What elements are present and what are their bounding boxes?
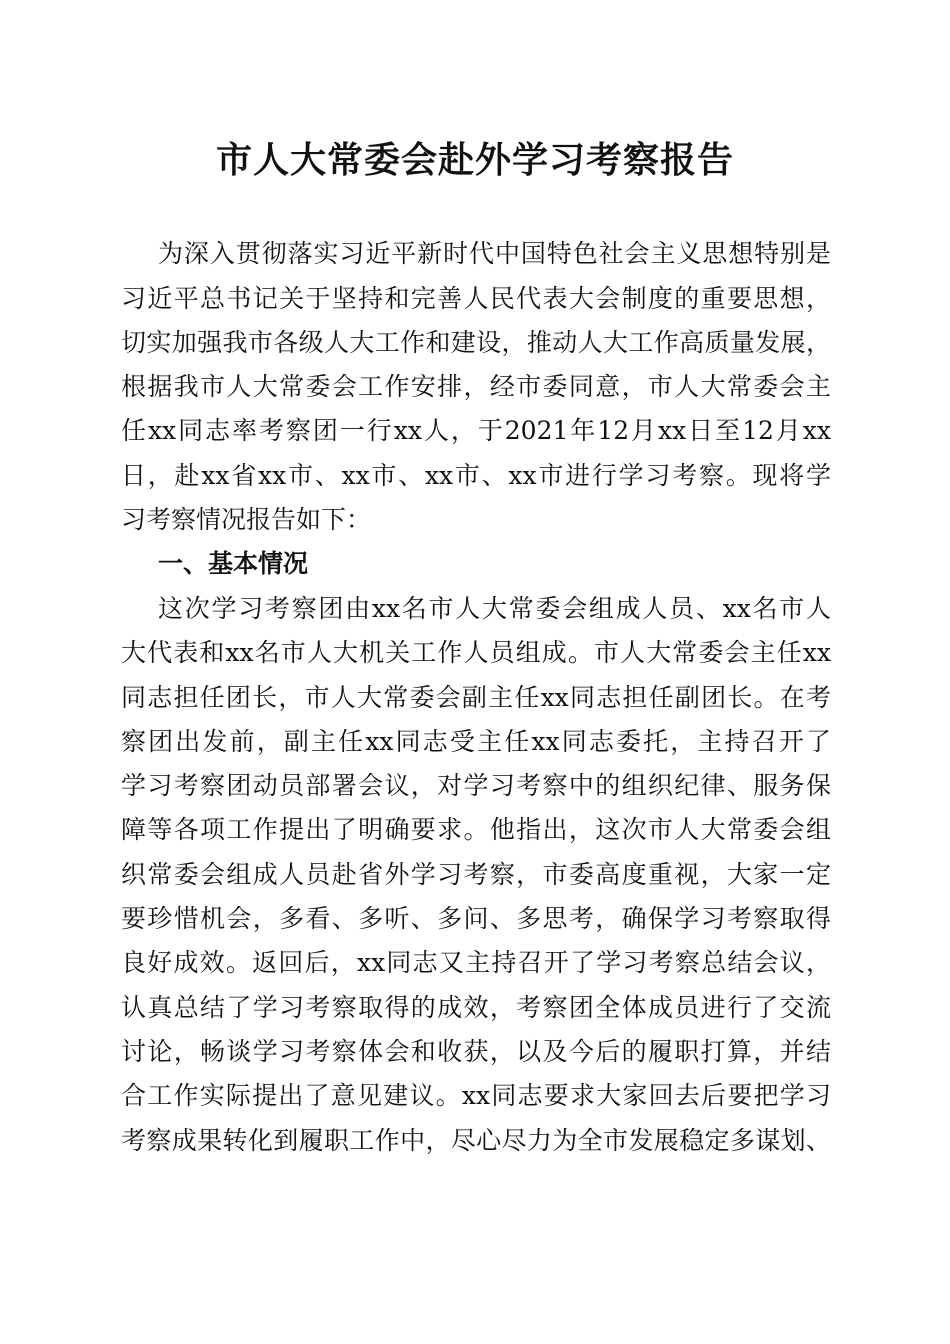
section-heading-basic-info: 一、基本情况	[158, 549, 309, 578]
section1-line: 大代表和xx名市人大机关工作人员组成。市人大常委会主任xx	[121, 638, 831, 667]
section1-line: 考察成果转化到履职工作中，尽心尽力为全市发展稳定多谋划、	[121, 1126, 831, 1155]
section1-line: 认真总结了学习考察取得的成效，考察团全体成员进行了交流	[121, 993, 831, 1022]
section1-line: 学习考察团动员部署会议，对学习考察中的组织纪律、服务保	[121, 771, 831, 800]
intro-line: 任xx同志率考察团一行xx人，于2021年12月xx日至12月xx	[121, 416, 831, 445]
section1-line: 同志担任团长，市人大常委会副主任xx同志担任副团长。在考	[121, 683, 831, 712]
intro-line: 根据我市人大常委会工作安排，经市委同意，市人大常委会主	[121, 372, 831, 401]
section1-line: 这次学习考察团由xx名市人大常委会组成人员、xx名市人	[158, 594, 831, 623]
intro-line: 习近平总书记关于坚持和完善人民代表大会制度的重要思想，	[121, 284, 831, 313]
section1-line: 讨论，畅谈学习考察体会和收获，以及今后的履职打算，并结	[121, 1037, 831, 1066]
intro-line: 日，赴xx省xx市、xx市、xx市、xx市进行学习考察。现将学	[121, 461, 831, 490]
section1-line: 良好成效。返回后，xx同志又主持召开了学习考察总结会议，	[121, 948, 831, 977]
intro-line: 为深入贯彻落实习近平新时代中国特色社会主义思想特别是	[158, 239, 831, 268]
section1-line: 察团出发前，副主任xx同志受主任xx同志委托，主持召开了	[121, 727, 831, 756]
document-title: 市人大常委会赴外学习考察报告	[215, 139, 734, 181]
section1-line: 合工作实际提出了意见建议。xx同志要求大家回去后要把学习	[121, 1081, 831, 1110]
section1-line: 障等各项工作提出了明确要求。他指出，这次市人大常委会组	[121, 815, 831, 844]
intro-line: 习考察情况报告如下：	[121, 505, 372, 534]
section1-line: 织常委会组成人员赴省外学习考察，市委高度重视，大家一定	[121, 860, 831, 889]
intro-line: 切实加强我市各级人大工作和建设，推动人大工作高质量发展，	[121, 328, 831, 357]
section1-line: 要珍惜机会，多看、多听、多问、多思考，确保学习考察取得	[121, 904, 831, 933]
